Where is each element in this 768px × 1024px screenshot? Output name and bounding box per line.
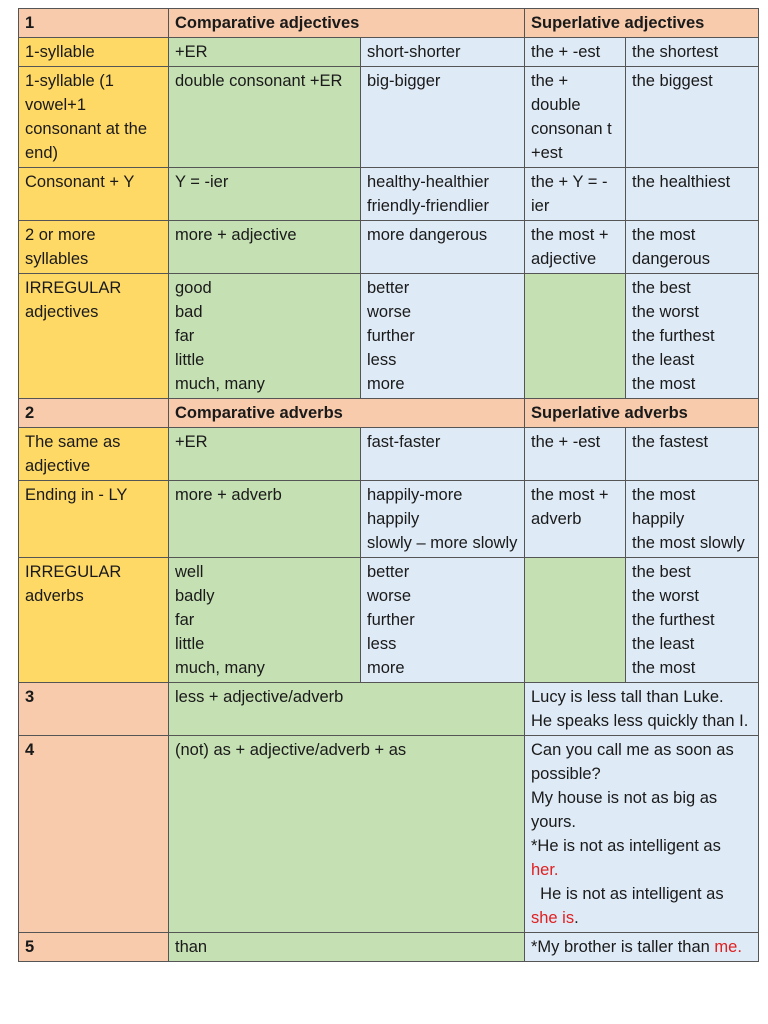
sup-formula-cell: the most + adjective xyxy=(525,221,626,274)
sup-formula-cell: the + -est xyxy=(525,38,626,67)
example-plain: He is not as intelligent as xyxy=(531,885,729,903)
section-1-header-row xyxy=(19,9,759,38)
sup-example-text: the most happily xyxy=(632,486,696,528)
example-cell xyxy=(361,221,525,274)
section-5-row xyxy=(19,933,759,962)
irregular-base: good xyxy=(175,279,212,297)
section-number: 2 xyxy=(19,399,169,428)
example-text: My house is not as big as yours. xyxy=(531,789,718,831)
formula-cell xyxy=(169,274,361,399)
sup-example-text: the least xyxy=(632,635,695,653)
superlative-header: Superlative adverbs xyxy=(525,399,759,428)
sup-example-cell xyxy=(626,168,759,221)
irregular-base: well xyxy=(175,563,204,581)
example-cell xyxy=(361,38,525,67)
formula-cell: more + adverb xyxy=(169,481,361,558)
example-cell xyxy=(525,683,759,736)
example-cell xyxy=(361,274,525,399)
superlative-header: Superlative adjectives xyxy=(525,9,759,38)
example-text: Can you call me as soon as possible? xyxy=(531,741,734,783)
sup-example-text: the most dangerous xyxy=(632,226,710,268)
sup-example-text: the shortest xyxy=(632,43,719,61)
irregular-base: far xyxy=(175,327,195,345)
sup-formula-cell: the + Y = -ier xyxy=(525,168,626,221)
formula-cell: Y = -ier xyxy=(169,168,361,221)
formula-cell: (not) as + adjective/adverb + as xyxy=(169,736,525,933)
example-text: worse xyxy=(367,303,412,321)
sup-example-text: the furthest xyxy=(632,611,715,629)
sup-example-cell xyxy=(626,221,759,274)
section-number: 3 xyxy=(19,683,169,736)
sup-example-text: the most slowly xyxy=(632,534,745,552)
table-row xyxy=(19,428,759,481)
table-row xyxy=(19,274,759,399)
example-text: more dangerous xyxy=(367,226,488,244)
example-cell xyxy=(525,933,759,962)
example-text xyxy=(531,834,752,882)
example-cell xyxy=(361,67,525,168)
example-suffix: . xyxy=(574,909,579,927)
section-2-header-row xyxy=(19,399,759,428)
example-text: slowly – more slowly xyxy=(367,534,518,552)
rule-cell: Consonant + Y xyxy=(19,168,169,221)
example-text xyxy=(531,935,752,959)
example-cell xyxy=(361,558,525,683)
highlighted-pronoun: her. xyxy=(531,861,559,879)
example-text: healthy-healthier xyxy=(367,173,489,191)
example-text: happily-more happily xyxy=(367,486,463,528)
section-4-row xyxy=(19,736,759,933)
example-plain: *My brother is taller than xyxy=(531,938,715,956)
irregular-base: far xyxy=(175,611,195,629)
example-plain: *He is not as intelligent as xyxy=(531,837,726,855)
formula-cell xyxy=(169,558,361,683)
table-row xyxy=(19,558,759,683)
sup-example-cell xyxy=(626,38,759,67)
sup-example-cell xyxy=(626,67,759,168)
rule-cell: 2 or more syllables xyxy=(19,221,169,274)
sup-example-cell xyxy=(626,428,759,481)
section-number: 1 xyxy=(19,9,169,38)
example-text: Lucy is less tall than Luke. xyxy=(531,688,724,706)
example-cell xyxy=(361,428,525,481)
example-text: short-shorter xyxy=(367,43,461,61)
irregular-base: much, many xyxy=(175,375,265,393)
table-row xyxy=(19,168,759,221)
sup-example-text: the biggest xyxy=(632,72,713,90)
irregular-base: much, many xyxy=(175,659,265,677)
section-number: 4 xyxy=(19,736,169,933)
example-text xyxy=(531,882,752,930)
sup-example-text: the furthest xyxy=(632,327,715,345)
table-row xyxy=(19,67,759,168)
formula-cell: less + adjective/adverb xyxy=(169,683,525,736)
example-text: better xyxy=(367,279,410,297)
formula-cell: +ER xyxy=(169,38,361,67)
section-number: 5 xyxy=(19,933,169,962)
example-text: big-bigger xyxy=(367,72,441,90)
rule-cell: The same as adjective xyxy=(19,428,169,481)
sup-example-text: the least xyxy=(632,351,695,369)
table-row xyxy=(19,481,759,558)
example-text: more xyxy=(367,375,405,393)
sup-formula-cell: the + -est xyxy=(525,428,626,481)
sup-formula-cell xyxy=(525,558,626,683)
sup-formula-cell: the most + adverb xyxy=(525,481,626,558)
grammar-table xyxy=(18,8,759,962)
sup-example-text: the fastest xyxy=(632,433,709,451)
irregular-base: badly xyxy=(175,587,215,605)
highlighted-pronoun: she is xyxy=(531,909,575,927)
sup-example-text: the healthiest xyxy=(632,173,731,191)
example-text: less xyxy=(367,351,397,369)
comparative-header: Comparative adverbs xyxy=(169,399,525,428)
sup-example-text: the most xyxy=(632,659,696,677)
sup-example-text: the best xyxy=(632,563,691,581)
formula-cell: more + adjective xyxy=(169,221,361,274)
example-text: friendly-friendlier xyxy=(367,197,489,215)
sup-example-text: the worst xyxy=(632,587,699,605)
example-text: further xyxy=(367,611,415,629)
example-text: better xyxy=(367,563,410,581)
sup-example-cell xyxy=(626,558,759,683)
sup-example-cell xyxy=(626,274,759,399)
example-cell xyxy=(361,168,525,221)
irregular-base: bad xyxy=(175,303,203,321)
sup-example-text: the best xyxy=(632,279,691,297)
example-cell xyxy=(361,481,525,558)
sup-example-cell xyxy=(626,481,759,558)
example-text: less xyxy=(367,635,397,653)
example-text: further xyxy=(367,327,415,345)
irregular-base: little xyxy=(175,635,205,653)
rule-cell: 1-syllable (1 vowel+1 consonant at the end) xyxy=(19,67,169,168)
example-text: worse xyxy=(367,587,412,605)
highlighted-pronoun: me. xyxy=(714,938,742,956)
sup-example-text: the most xyxy=(632,375,696,393)
formula-cell: +ER xyxy=(169,428,361,481)
table-row xyxy=(19,221,759,274)
example-cell xyxy=(525,736,759,933)
table-row xyxy=(19,38,759,67)
irregular-base: little xyxy=(175,351,205,369)
example-text: fast-faster xyxy=(367,433,441,451)
rule-cell: IRREGULAR adjectives xyxy=(19,274,169,399)
example-text: He speaks less quickly than I. xyxy=(531,712,749,730)
rule-cell: IRREGULAR adverbs xyxy=(19,558,169,683)
formula-cell: than xyxy=(169,933,525,962)
rule-cell: Ending in - LY xyxy=(19,481,169,558)
formula-cell: double consonant +ER xyxy=(169,67,361,168)
comparative-header: Comparative adjectives xyxy=(169,9,525,38)
sup-example-text: the worst xyxy=(632,303,699,321)
sup-formula-cell xyxy=(525,274,626,399)
section-3-row xyxy=(19,683,759,736)
example-text: more xyxy=(367,659,405,677)
rule-cell: 1-syllable xyxy=(19,38,169,67)
sup-formula-cell: the + double consonan t +est xyxy=(525,67,626,168)
